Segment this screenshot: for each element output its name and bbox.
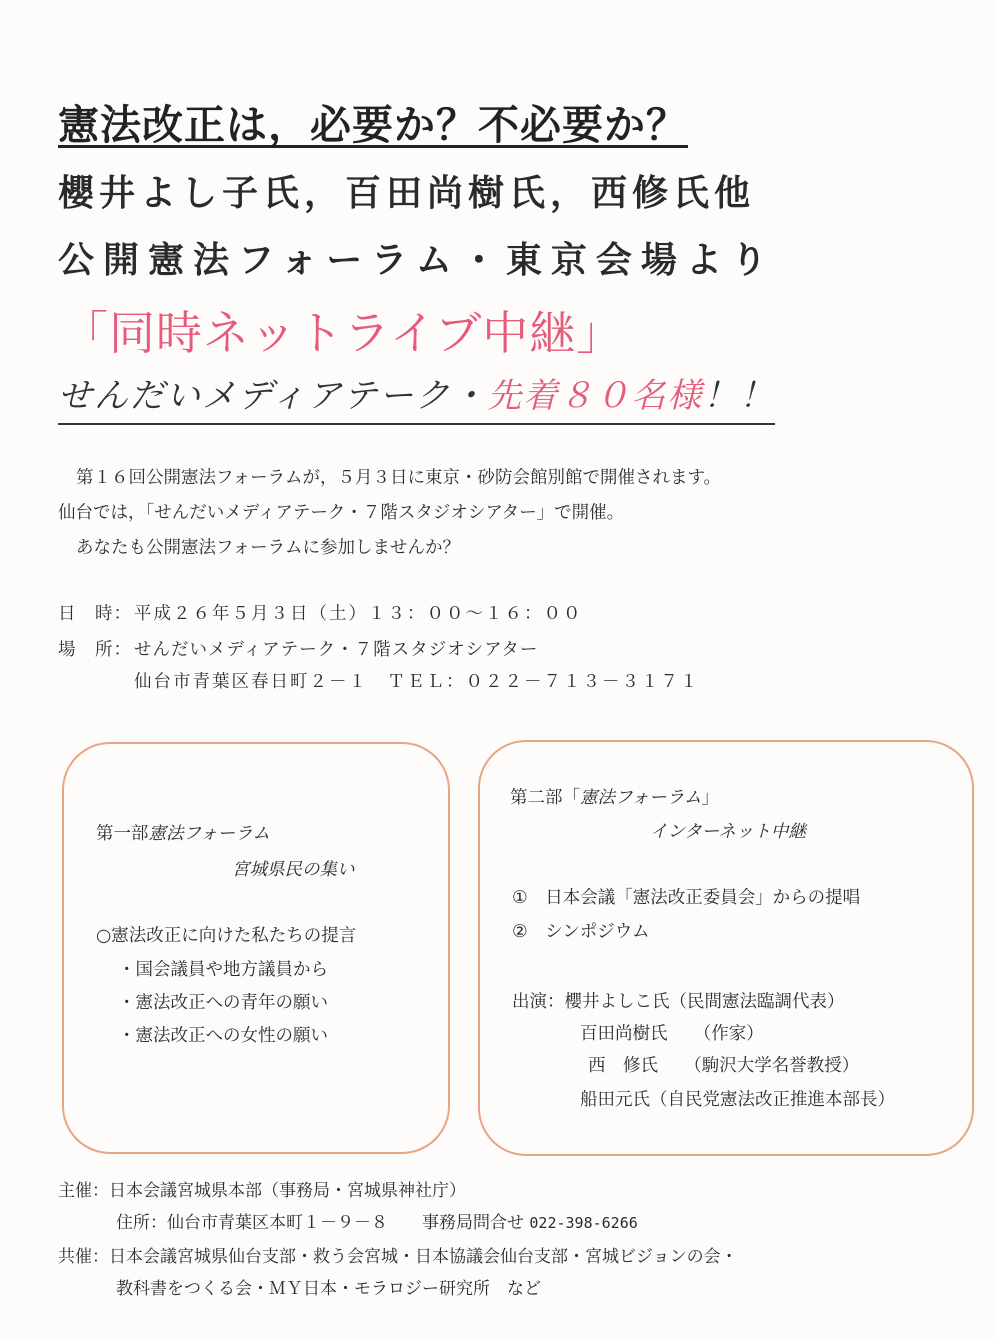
- media-suffix: ！！: [703, 376, 776, 416]
- part2-program-item: ② シンポジウム: [512, 922, 650, 942]
- part1-bullet: ・憲法改正への女性の願い: [118, 1026, 328, 1046]
- place-value: せんだいメディアテーク・７階スタジオシアター: [134, 640, 539, 660]
- speakers-heading: 櫻井よし子氏，百田尚樹氏，西修氏他: [58, 173, 756, 214]
- part1-box: [62, 742, 450, 1154]
- part1-bullet: ・国会議員や地方議員から: [118, 960, 328, 980]
- seat-limit-highlight: 先着８０名様: [487, 376, 704, 416]
- date-value: 平成２６年５月３日（土）１３：００～１６：００: [134, 604, 583, 624]
- address-value: 仙台市青葉区春日町２－１ ＴＥＬ：０２２－７１３－３１７１: [134, 672, 700, 692]
- part2-program-item: ① 日本会議「憲法改正委員会」からの提唱: [512, 888, 861, 908]
- performer-name: 西 修氏 （駒沢大学名誉教授）: [588, 1056, 860, 1076]
- part1-bullet: ・憲法改正への青年の願い: [118, 993, 328, 1013]
- co-host-organizers-continued: 教科書をつくる会・ＭＹ日本・モラロジー研究所 など: [116, 1279, 541, 1299]
- part1-subtitle: 宮城県民の集い: [232, 860, 355, 880]
- venue-heading: 公開憲法フォーラム・東京会場より: [58, 240, 776, 281]
- part1-title-prefix: 第一部: [96, 824, 149, 844]
- part2-title-prefix: 第二部「: [510, 788, 580, 808]
- date-label: 日 時：: [58, 604, 132, 624]
- intro-line-2: 仙台では，「せんだいメディアテーク・７階スタジオシアター」で開催。: [58, 503, 625, 523]
- part2-subtitle: インターネット中継: [650, 822, 806, 842]
- part2-title: [510, 784, 719, 809]
- host-phone: 022-398-6266: [529, 1214, 638, 1232]
- page-title: 憲法改正は，必要か？不必要か？: [58, 101, 688, 149]
- intro-line-1: 第１６回公開憲法フォーラムが，５月３日に東京・砂防会館別館で開催されます。: [76, 468, 722, 488]
- part1-title-italic: 憲法フォーラム: [148, 824, 270, 844]
- part2-title-suffix: 」: [701, 788, 719, 808]
- performer-name: 百田尚樹氏 （作家）: [580, 1024, 764, 1044]
- host-organizer: 主催：日本会議宮城県本部（事務局・宮城県神社庁）: [58, 1181, 466, 1201]
- performer-name: 船田元氏（自民党憲法改正推進本部長）: [580, 1090, 895, 1110]
- performer-name: 櫻井よしこ氏（民間憲法臨調代表）: [564, 992, 845, 1012]
- media-heading: [58, 368, 775, 425]
- live-broadcast-heading: 「同時ネットライブ中継」: [62, 306, 624, 360]
- part1-title: [96, 820, 270, 845]
- performers-label: 出演：: [512, 992, 565, 1012]
- place-label: 場 所：: [58, 640, 132, 660]
- host-address: [116, 1208, 638, 1233]
- part1-main-item: ○憲法改正に向けた私たちの提言: [96, 926, 357, 946]
- part2-title-italic: 憲法フォーラム: [580, 788, 702, 808]
- intro-line-3: あなたも公開憲法フォーラムに参加しませんか？: [76, 538, 460, 558]
- co-host-organizers: 共催：日本会議宮城県仙台支部・救う会宮城・日本協議会仙台支部・宮城ビジョンの会・: [58, 1247, 738, 1267]
- host-address-text: 住所：仙台市青葉区本町１－９－８ 事務局問合せ: [116, 1213, 524, 1233]
- media-prefix: せんだいメディアテーク・: [58, 376, 488, 416]
- performer-line: [512, 988, 845, 1013]
